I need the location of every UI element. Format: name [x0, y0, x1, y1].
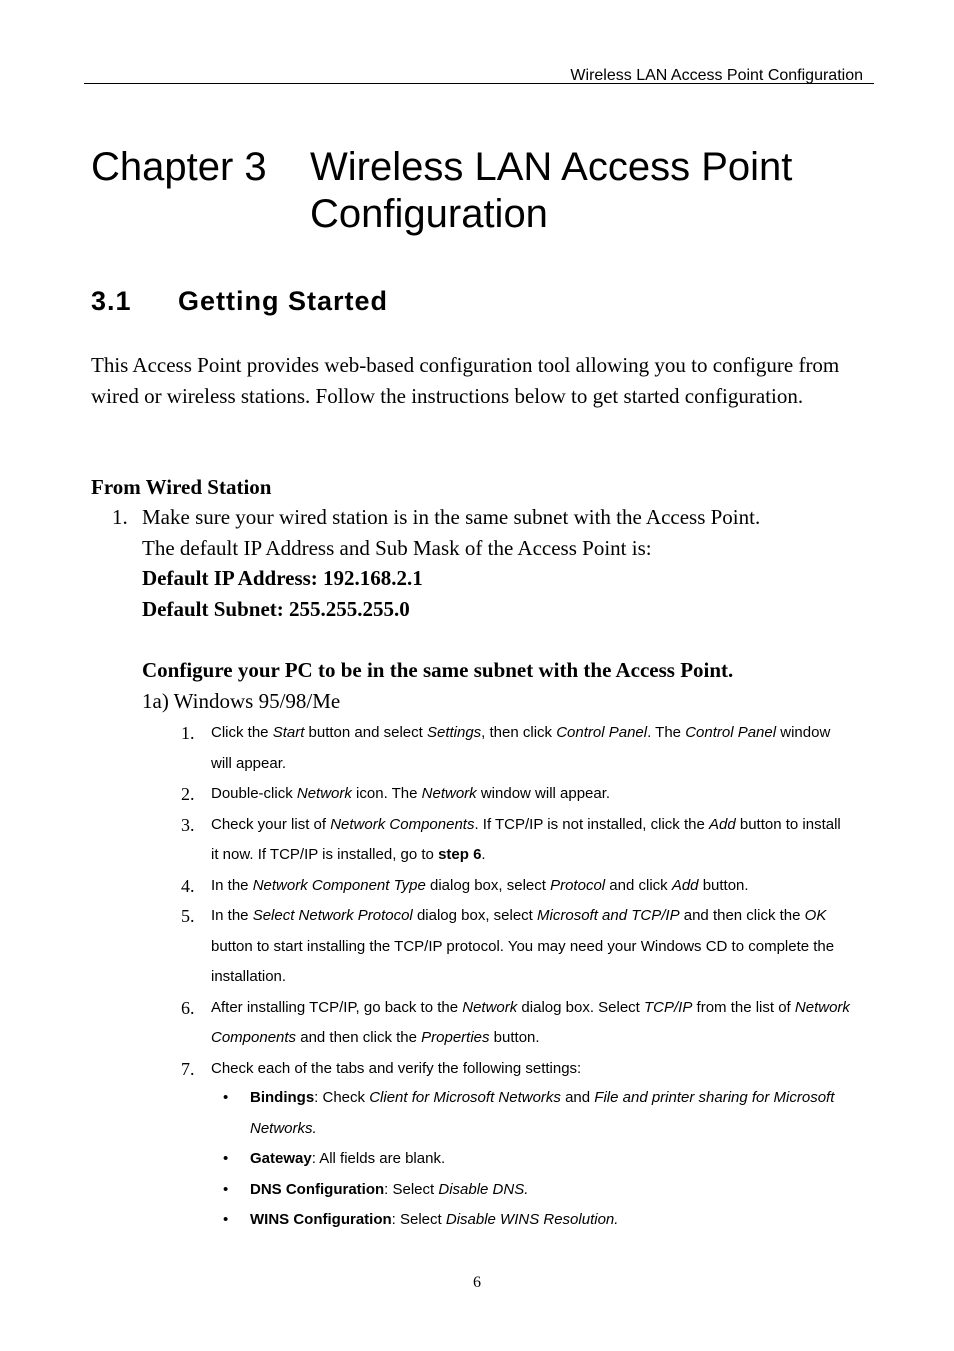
emphasis-text: Start — [272, 724, 305, 741]
text-run: icon. The — [351, 785, 422, 802]
page-number: 6 — [473, 1274, 481, 1291]
emphasis-text: Add — [709, 815, 736, 833]
text-run: Double-click — [211, 785, 297, 802]
bold-text: DNS Configuration — [250, 1180, 385, 1198]
emphasis-text: Protocol — [550, 876, 606, 894]
step-item-number: 1. — [181, 723, 195, 743]
text-run: , then click — [481, 724, 557, 741]
text-run: and click — [605, 876, 672, 894]
step-item — [181, 993, 851, 1054]
emphasis-text: Client for Microsoft Networks — [369, 1089, 561, 1106]
text-run: Check each of the tabs and verify the following settings: — [211, 1059, 582, 1077]
bold-text: Bindings — [250, 1089, 315, 1106]
text-run: window will appear. — [211, 724, 831, 772]
bullet-icon: • — [223, 1089, 229, 1106]
header-divider — [84, 83, 874, 84]
text-run: and then click the — [296, 1029, 422, 1046]
text-run: window will appear. — [476, 785, 611, 802]
text-run: dialog box, select — [425, 876, 551, 894]
default-ip-address: Default IP Address: 192.168.2.1 — [142, 566, 423, 590]
step-item — [181, 718, 851, 779]
emphasis-text: Control Panel — [685, 724, 777, 741]
text-run: Click the — [211, 724, 273, 741]
text-run: After installing TCP/IP, go back to the — [211, 998, 463, 1016]
os-label: 1a) Windows 95/98/Me — [142, 688, 341, 713]
configure-pc-heading: Configure your PC to be in the same subnet with the Access Point. — [142, 658, 734, 682]
section-number: 3.1 — [91, 286, 132, 316]
bullet-icon: • — [223, 1180, 229, 1198]
text-run: button to start installing the TCP/IP protocol. You may need your Windows CD to complete the installation. — [211, 937, 835, 985]
chapter-number: Chapter 3 — [91, 145, 267, 189]
default-subnet: Default Subnet: 255.255.255.0 — [142, 596, 410, 621]
emphasis-text: Network — [296, 785, 352, 802]
text-run: . If TCP/IP is not installed, click the — [474, 815, 709, 833]
text-run: In the — [211, 907, 253, 924]
text-run: button to install it now. If TCP/IP is installed, go to — [211, 815, 841, 863]
text-run: button. — [698, 876, 749, 894]
step-item-number: 3. — [181, 814, 195, 835]
text-run: : Check — [314, 1089, 370, 1106]
wired-station-heading: From Wired Station — [91, 475, 272, 499]
step-item — [181, 810, 851, 871]
bullet-item — [222, 1205, 842, 1236]
running-header: Wireless LAN Access Point Configuration — [570, 67, 863, 84]
bullet-item — [222, 1144, 842, 1175]
emphasis-text: Network Components — [211, 998, 850, 1046]
text-run: Check your list of — [211, 815, 331, 833]
emphasis-text: TCP/IP — [644, 998, 693, 1016]
emphasis-text: Network Component Type — [252, 876, 426, 894]
emphasis-text: Network — [421, 785, 477, 802]
bold-text: WINS Configuration — [250, 1211, 392, 1228]
bullet-item — [222, 1175, 842, 1206]
emphasis-text: Add — [671, 876, 699, 894]
text-run: dialog box, select — [412, 907, 538, 924]
step-item-number: 4. — [181, 875, 195, 896]
emphasis-text: OK — [804, 907, 827, 924]
text-run: . The — [647, 724, 686, 741]
emphasis-text: Settings — [426, 724, 482, 741]
bullet-icon: • — [223, 1150, 229, 1167]
section-heading — [91, 286, 388, 317]
step-item — [181, 871, 851, 902]
text-run: and — [560, 1089, 595, 1106]
text-run: . — [481, 846, 486, 863]
text-run: In the — [211, 876, 253, 894]
section-title: Getting Started — [178, 286, 389, 316]
step-item — [181, 779, 851, 810]
text-run: and then click the — [679, 907, 805, 924]
text-run: : Select — [391, 1211, 446, 1228]
chapter-title: Wireless LAN Access Point Configuration — [310, 145, 793, 236]
text-run: : All fields are blank. — [311, 1150, 446, 1167]
step-item — [181, 901, 851, 993]
text-run: dialog box. Select — [517, 998, 645, 1016]
step-item-number: 7. — [181, 1058, 195, 1079]
emphasis-text: Network Components — [330, 815, 475, 833]
step-item — [181, 1054, 851, 1085]
emphasis-text: Control Panel — [556, 724, 648, 741]
text-run: button and select — [304, 724, 427, 741]
text-run: : Select — [384, 1180, 439, 1198]
step-number: 1. — [112, 505, 128, 529]
step-item-number: 5. — [181, 906, 195, 926]
step-item-number: 6. — [181, 997, 195, 1018]
emphasis-text: Disable WINS Resolution. — [445, 1211, 619, 1228]
text-run: from the list of — [692, 998, 795, 1016]
windows-steps-list — [181, 718, 851, 1084]
emphasis-text: Microsoft and TCP/IP — [537, 907, 680, 924]
emphasis-text: Disable DNS. — [438, 1180, 529, 1198]
emphasis-text: File and printer sharing for Microsoft Networks. — [250, 1089, 835, 1137]
settings-bullet-list — [222, 1083, 842, 1236]
step-text-line-2: The default IP Address and Sub Mask of the Access Point is: — [142, 535, 652, 560]
emphasis-text: Properties — [421, 1029, 490, 1046]
text-run: button. — [489, 1029, 540, 1046]
step-text-line-1: Make sure your wired station is in the same subnet with the Access Point. — [142, 505, 761, 529]
emphasis-text: Network — [462, 998, 518, 1016]
intro-paragraph: This Access Point provides web-based configuration tool allowing you to configure from wired or wireless stations. Follow the instructions below to get started configuration. — [91, 353, 840, 408]
bullet-icon: • — [223, 1211, 229, 1228]
bold-text: step 6 — [438, 846, 482, 863]
bullet-item — [222, 1083, 842, 1144]
step-item-number: 2. — [181, 784, 195, 804]
configure-pc-block — [142, 655, 862, 716]
bold-text: Gateway — [250, 1150, 312, 1167]
emphasis-text: Select Network Protocol — [252, 907, 413, 924]
